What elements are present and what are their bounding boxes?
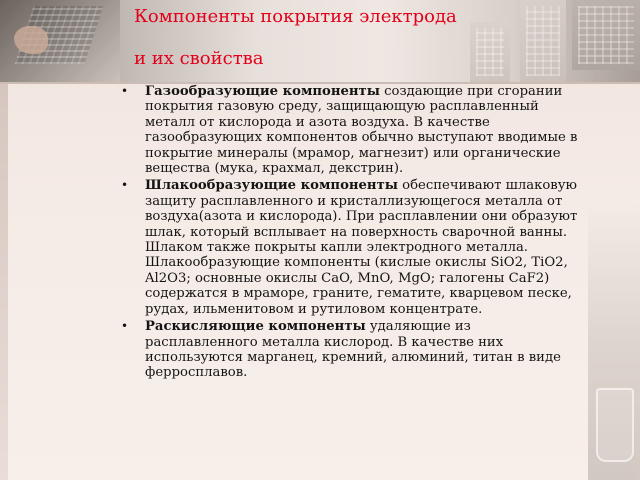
hand-image <box>14 26 48 54</box>
bullet-text: обеспечивают шлаковую защиту расплавленного и кристаллизующегося металла от воздуха(азота и кислорода). При расплавлении они образуют шлак, который всплывает на поверхность сварочной ванны. Шлаком также покрыты капли электродного металла. Шлакообразующие компоненты (кислые окислы SiO2, TiO2, Al2O3; основные окислы CaO, MnO, MgO; галогены CaF2) содержатся в мраморе, граните, гематите, кварцевом песке, рудах, ильменитовом и рутиловом концентрате. <box>145 178 578 317</box>
right-decoration <box>588 200 640 480</box>
bullet-term: Газообразующие компоненты <box>145 84 380 99</box>
building-image <box>572 0 640 70</box>
left-decoration <box>0 84 8 480</box>
bullet-text: удаляющие из расплавленного металла кислород. В качестве них используются марганец, кремний, алюминий, титан в виде ферросплавов. <box>145 319 561 381</box>
bullet-text: создающие при сгорании покрытия газовую среду, защищающую расплавленный металл от кислорода и азота воздуха. В качестве газообразующих компонентов обычно выступают вводимые в покрытие минералы (мрамор, магнезит) или органические вещества (мука, крахмал, декстрин). <box>145 84 578 177</box>
glass-image <box>596 388 634 462</box>
bullet-term: Раскисляющие компоненты <box>145 319 366 335</box>
slide-title-line-2: и их свойства <box>134 48 264 69</box>
list-item <box>118 319 586 381</box>
title-area <box>118 0 538 82</box>
list-item <box>118 178 586 317</box>
bullet-term: Шлакообразующие компоненты <box>145 178 398 194</box>
bullet-icon: • <box>121 319 129 334</box>
slide-title-line-1: Компоненты покрытия электрода <box>134 6 457 27</box>
bullet-list <box>118 84 586 383</box>
list-item <box>118 84 586 176</box>
bullet-icon: • <box>121 178 129 193</box>
laptop-photo <box>0 0 120 82</box>
bullet-icon: • <box>121 84 129 98</box>
